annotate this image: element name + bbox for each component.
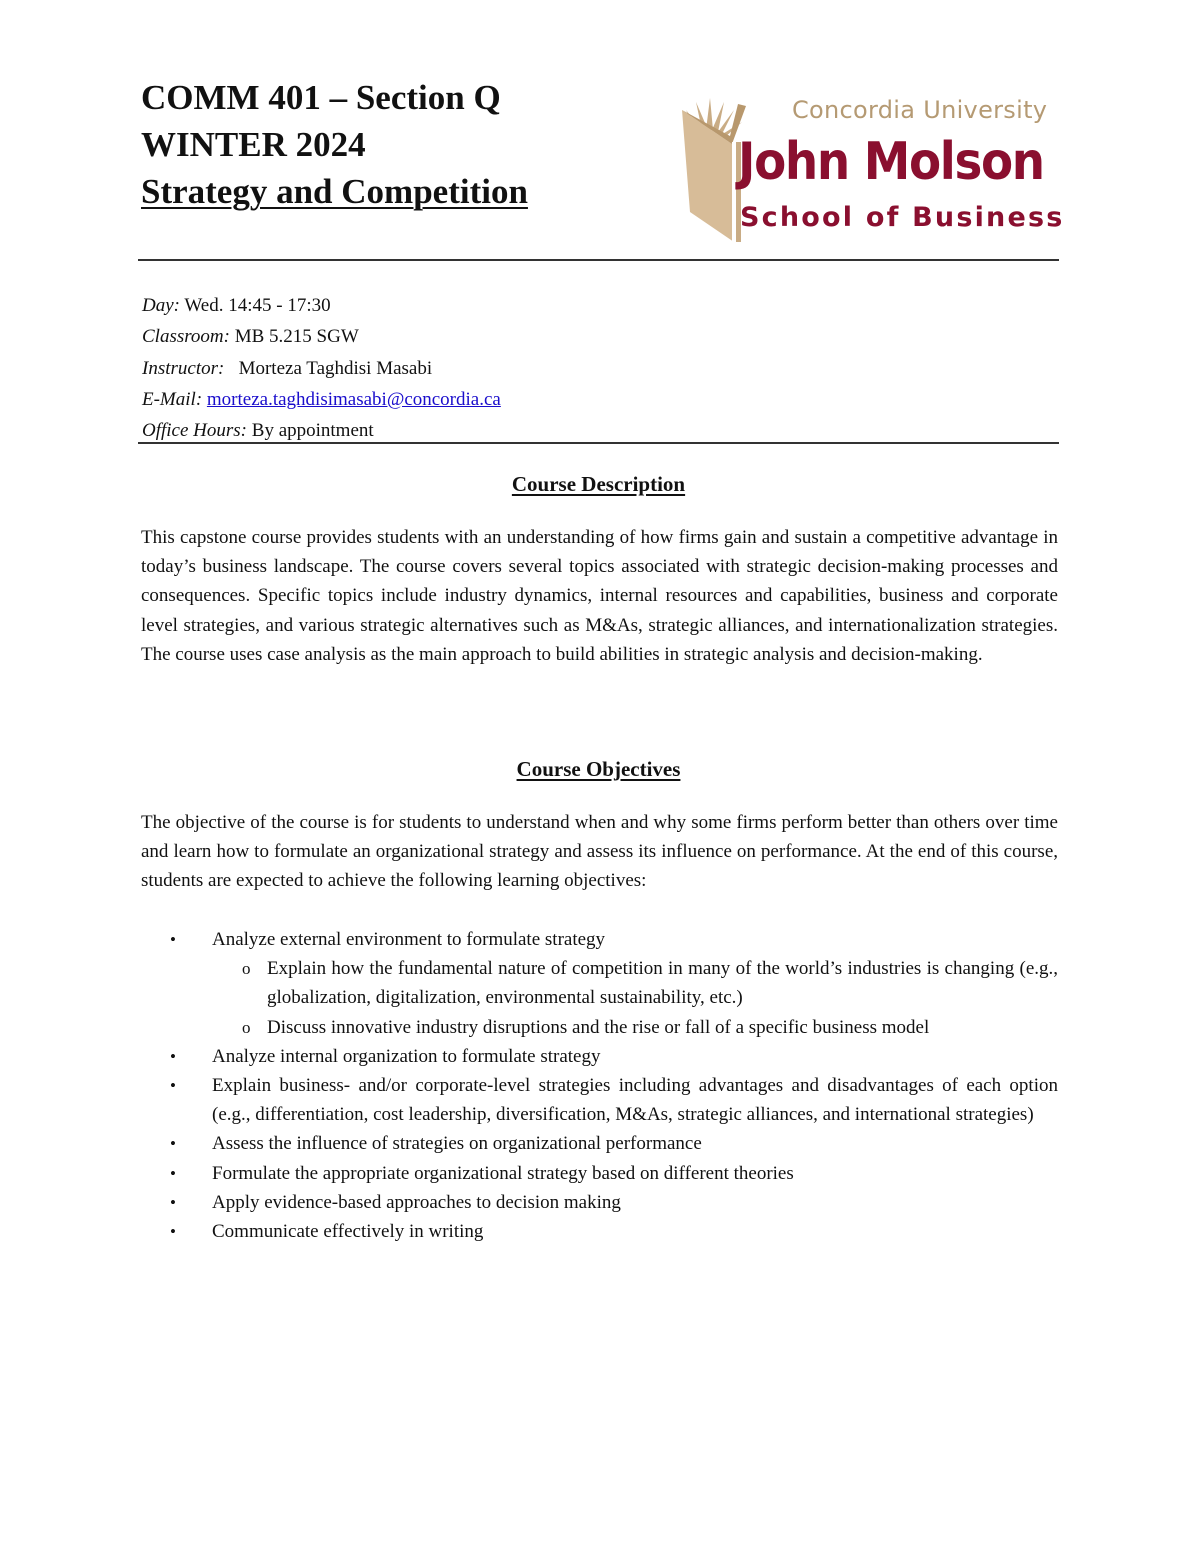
term: WINTER 2024	[141, 125, 366, 164]
classroom-value: MB 5.215 SGW	[229, 326, 359, 348]
bullet-icon: •	[170, 1192, 176, 1212]
sub-bullet-icon: o	[242, 1017, 251, 1037]
office-hours-label: Office Hours:	[142, 420, 248, 442]
open-book-icon	[676, 92, 746, 242]
email-link[interactable]: morteza.taghdisimasabi@concordia.ca	[206, 388, 501, 410]
objective-item: • Formulate the appropriate organizational strategy based on different theories	[141, 1159, 1058, 1188]
logo-school-name: John Molson	[738, 132, 1044, 192]
jmsb-logo	[676, 92, 1066, 242]
objective-item: • Explain business- and/or corporate-level strategies including advantages and disadvantages of each option (e.g., differentiation, cost leadership, diversification, M&As, strategic alliances, and international strategies)	[141, 1071, 1058, 1129]
course-title: Strategy and Competition	[141, 172, 528, 211]
instructor-value: Morteza Taghdisi Masabi	[224, 357, 433, 379]
course-code: COMM 401 – Section Q	[141, 78, 501, 117]
course-info	[142, 290, 1042, 446]
objective-item: • Assess the influence of strategies on organizational performance	[141, 1129, 1058, 1158]
logo-university-name: Concordia University	[792, 96, 1048, 124]
objective-sublist	[212, 954, 1058, 1042]
bullet-icon: •	[170, 1163, 176, 1183]
sub-bullet-icon: o	[242, 959, 251, 979]
day-label: Day:	[142, 295, 180, 316]
objectives-list	[141, 925, 1058, 1246]
course-objectives-heading: Course Objectives	[516, 757, 681, 781]
title-block	[141, 74, 621, 215]
objective-item: • Analyze external environment to formulate strategy o Explain how the fundamental nature of competition in many of the world’s industries is changing (e.g., globalization, digitalization, environmental sustainability, etc.) o Discuss innovative industry disruptions and the rise or fall of a specific business model	[141, 925, 1058, 1042]
office-hours-value: By appointment	[247, 420, 374, 442]
bullet-icon: •	[170, 930, 176, 949]
info-email	[142, 384, 1042, 415]
info-classroom	[142, 321, 1042, 352]
classroom-label: Classroom:	[142, 326, 230, 348]
header-divider	[138, 259, 1059, 261]
objective-subitem: o Explain how the fundamental nature of competition in many of the world’s industries is changing (e.g., globalization, digitalization, environmental sustainability, etc.)	[212, 954, 1058, 1012]
course-description-body: This capstone course provides students with an understanding of how firms gain and sustain a competitive advantage in today’s business landscape. The course covers several topics associated with strategic decision-making processes and consequences. Specific topics include industry dynamics, internal resources and capabilities, business and corporate level strategies, and various strategic alternatives such as M&As, strategic alliances, and internationalization strategies. The course uses case analysis as the main approach to build abilities in strategic analysis and decision-making.	[141, 527, 1058, 665]
bullet-icon: •	[170, 1046, 176, 1066]
instructor-label: Instructor:	[142, 357, 225, 379]
objective-subitem: o Discuss innovative industry disruptions and the rise or fall of a specific business model	[212, 1013, 1058, 1042]
objective-item: • Apply evidence-based approaches to decision making	[141, 1188, 1058, 1217]
info-instructor	[142, 353, 1042, 384]
course-description-heading: Course Description	[511, 472, 686, 496]
course-objectives-intro: The objective of the course is for students to understand when and why some firms perform better than others over time and learn how to formulate an organizational strategy and assess its influence on performance. At the end of this course, students are expected to achieve the following learning objectives:	[141, 812, 1058, 892]
objective-item: • Communicate effectively in writing	[141, 1217, 1058, 1246]
day-value: Wed. 14:45 - 17:30	[179, 295, 331, 316]
bullet-icon: •	[170, 1134, 176, 1154]
bullet-icon: •	[170, 1076, 176, 1096]
info-day	[142, 290, 1042, 321]
objective-item: • Analyze internal organization to formulate strategy	[141, 1042, 1058, 1071]
bullet-icon: •	[170, 1222, 176, 1242]
logo-school-suffix: School of Business	[740, 202, 1065, 233]
email-label: E-Mail:	[142, 388, 203, 410]
info-divider	[138, 442, 1059, 444]
